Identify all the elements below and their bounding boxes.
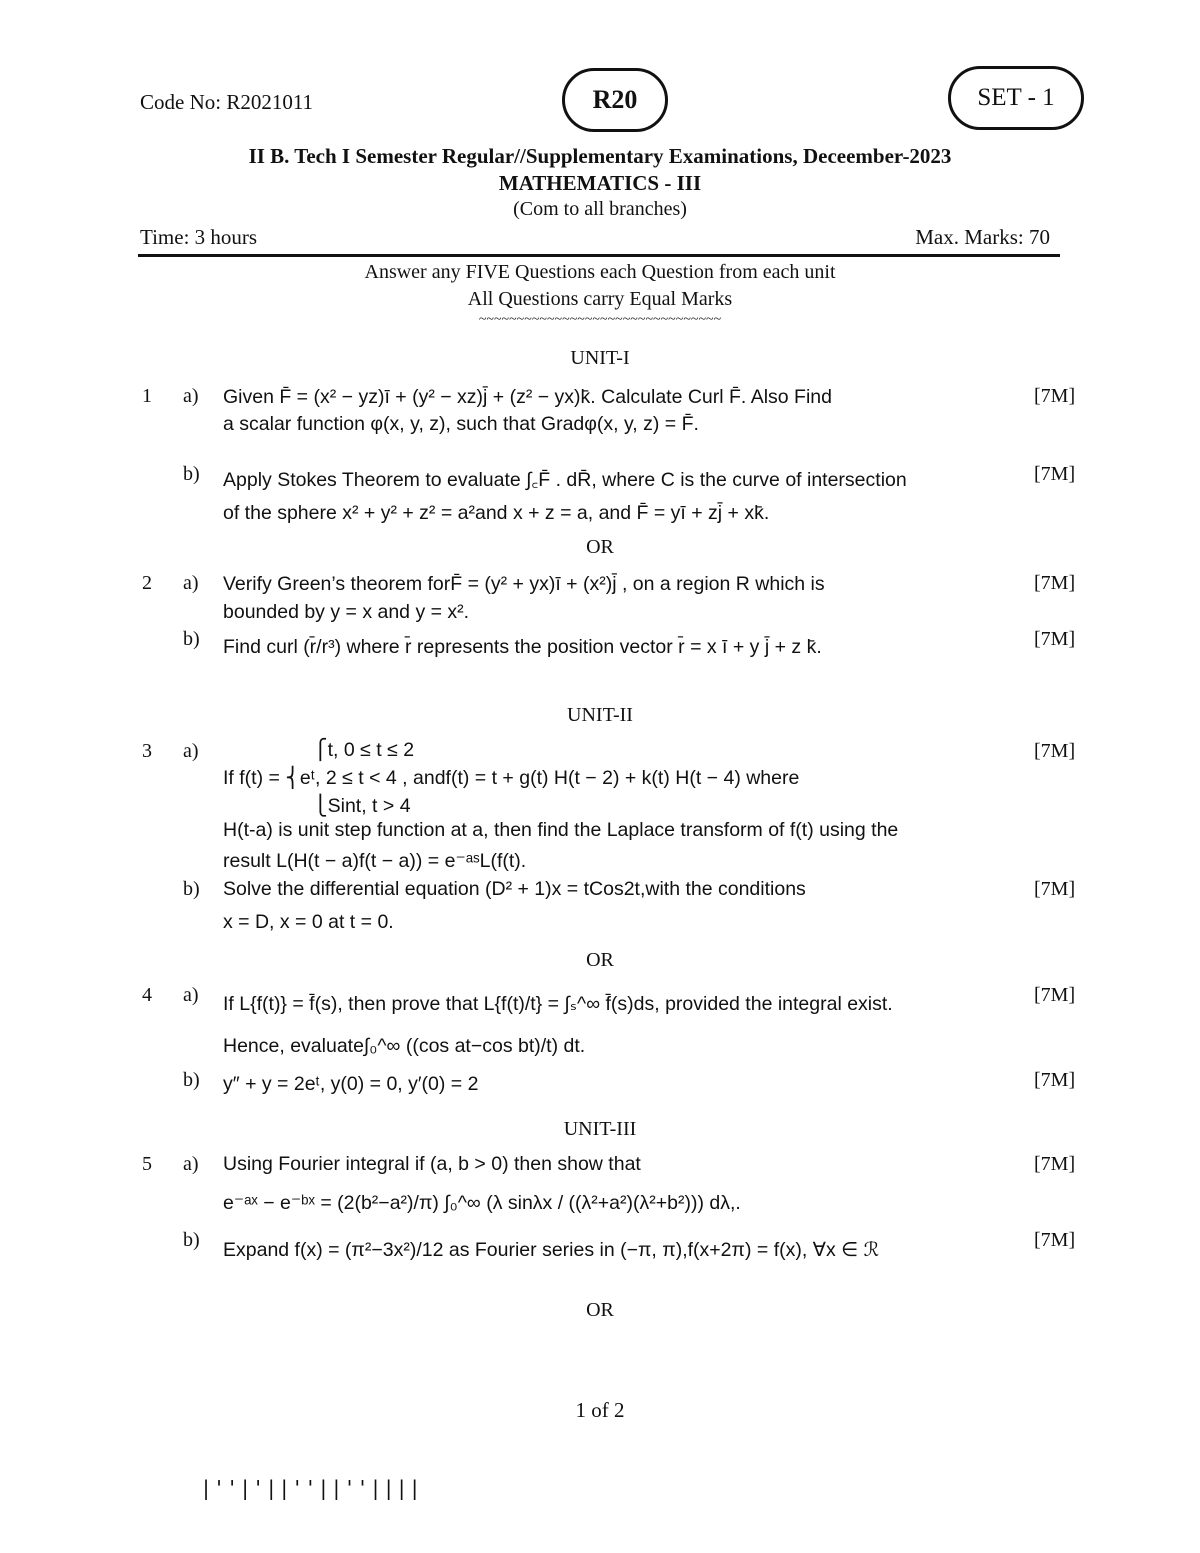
question-5a-marks: [7M]	[1034, 1153, 1076, 1175]
question-2a-line-2: bounded by y = x and y = x².	[223, 601, 470, 623]
question-3b-label: b)	[183, 878, 200, 900]
or-divider-1: OR	[586, 536, 614, 558]
regulation-label: R20	[592, 85, 638, 114]
question-3b-line-2: x = D, x = 0 at t = 0.	[223, 911, 394, 933]
question-1b-marks: [7M]	[1034, 463, 1076, 485]
question-2a-line-1: Verify Green’s theorem forF̄ = (y² + yx)ī + (x²)j̄ , on a region R which is	[223, 573, 825, 595]
question-5b-label: b)	[183, 1229, 200, 1251]
question-4b-line-1: y″ + y = 2eᵗ, y(0) = 0, y′(0) = 2	[223, 1073, 479, 1095]
question-3b-line-1: Solve the differential equation (D² + 1)x = tCos2t,with the conditions	[223, 878, 806, 900]
question-3a-case-2: If f(t) = ⎨eᵗ, 2 ≤ t < 4 , andf(t) = t + g(t) H(t − 2) + k(t) H(t − 4) where	[223, 767, 800, 789]
question-2-number: 2	[142, 572, 152, 594]
question-2a-label: a)	[183, 572, 199, 594]
page-number: 1 of 2	[575, 1398, 625, 1422]
unit-3-heading: UNIT-III	[563, 1118, 637, 1140]
question-3a-line-4: H(t-a) is unit step function at a, then find the Laplace transform of f(t) using the	[223, 819, 899, 841]
question-1b-label: b)	[183, 463, 200, 485]
question-1a-marks: [7M]	[1034, 385, 1076, 407]
unit-2-heading: UNIT-II	[567, 704, 633, 726]
or-divider-3: OR	[586, 1299, 614, 1321]
question-3a-label: a)	[183, 740, 199, 762]
question-5a-line-1: Using Fourier integral if (a, b > 0) then show that	[223, 1153, 641, 1175]
question-4b-label: b)	[183, 1069, 200, 1091]
question-5a-line-2: e⁻ᵃˣ − e⁻ᵇˣ = (2(b²−a²)/π) ∫₀^∞ (λ sinλx / ((λ²+a²)(λ²+b²))) dλ,.	[223, 1192, 741, 1214]
subject-title: MATHEMATICS - III	[498, 171, 702, 195]
question-4-number: 4	[142, 984, 152, 1006]
question-1a-label: a)	[183, 385, 199, 407]
header-rule	[138, 254, 1060, 257]
exam-time: Time: 3 hours	[140, 225, 258, 249]
question-4a-line-2: Hence, evaluate∫₀^∞ ((cos at−cos bt)/t) dt.	[223, 1035, 586, 1057]
question-1a-line-2: a scalar function φ(x, y, z), such that Gradφ(x, y, z) = F̄.	[223, 413, 699, 435]
barcode: |''|'||''||''||||	[200, 1476, 422, 1500]
question-2b-line-1: Find curl (r̄/r³) where r̄ represents the position vector r̄ = x ī + y j̄ + z k̄.	[223, 636, 822, 658]
question-4b-marks: [7M]	[1034, 1069, 1076, 1091]
question-5b-line-1: Expand f(x) = (π²−3x²)/12 as Fourier series in (−π, π),f(x+2π) = f(x), ∀x ∈ ℛ	[223, 1239, 880, 1261]
question-3b-marks: [7M]	[1034, 878, 1076, 900]
question-1b-line-1: Apply Stokes Theorem to evaluate ∫꜀F̄ . dR̄, where C is the curve of intersection	[223, 469, 907, 491]
question-3a-marks: [7M]	[1034, 740, 1076, 762]
question-4a-label: a)	[183, 984, 199, 1006]
set-label: SET - 1	[977, 84, 1055, 111]
exam-title: II B. Tech I Semester Regular//Supplementary Examinations, Deceember-2023	[248, 144, 952, 168]
question-3a-case-1: ⎧t, 0 ≤ t ≤ 2	[313, 739, 415, 761]
question-3a-case-3: ⎩Sint, t > 4	[313, 795, 411, 817]
question-4a-line-1: If L{f(t)} = f̄(s), then prove that L{f(t)/t} = ∫ₛ^∞ f̄(s)ds, provided the integral exist.	[223, 993, 893, 1015]
regulation-badge	[562, 68, 668, 132]
question-2a-marks: [7M]	[1034, 572, 1076, 594]
instruction-separator: ~~~~~~~~~~~~~~~~~~~~~~~~~~~~~~~~	[478, 312, 722, 327]
or-divider-2: OR	[586, 949, 614, 971]
question-2b-label: b)	[183, 628, 200, 650]
instruction-line-2: All Questions carry Equal Marks	[467, 288, 733, 310]
unit-1-heading: UNIT-I	[570, 347, 630, 369]
max-marks: Max. Marks: 70	[915, 225, 1050, 249]
question-5a-label: a)	[183, 1153, 199, 1175]
question-3-number: 3	[142, 740, 152, 762]
question-2b-marks: [7M]	[1034, 628, 1076, 650]
question-1a-line-1: Given F̄ = (x² − yz)ī + (y² − xz)j̄ + (z² − yx)k̄. Calculate Curl F̄. Also Find	[223, 386, 832, 408]
question-3a-line-5: result L(H(t − a)f(t − a)) = e⁻ᵃˢL(f(t).	[223, 850, 527, 872]
question-5b-marks: [7M]	[1034, 1229, 1076, 1251]
set-badge	[948, 66, 1084, 130]
common-to: (Com to all branches)	[513, 198, 687, 220]
instruction-line-1: Answer any FIVE Questions each Question from each unit	[364, 261, 836, 283]
question-5-number: 5	[142, 1153, 152, 1175]
question-1b-line-2: of the sphere x² + y² + z² = a²and x + z = a, and F̄ = yī + zj̄ + xk̄.	[223, 502, 770, 524]
question-1-number: 1	[142, 385, 152, 407]
code-number: Code No: R2021011	[140, 90, 314, 114]
question-4a-marks: [7M]	[1034, 984, 1076, 1006]
